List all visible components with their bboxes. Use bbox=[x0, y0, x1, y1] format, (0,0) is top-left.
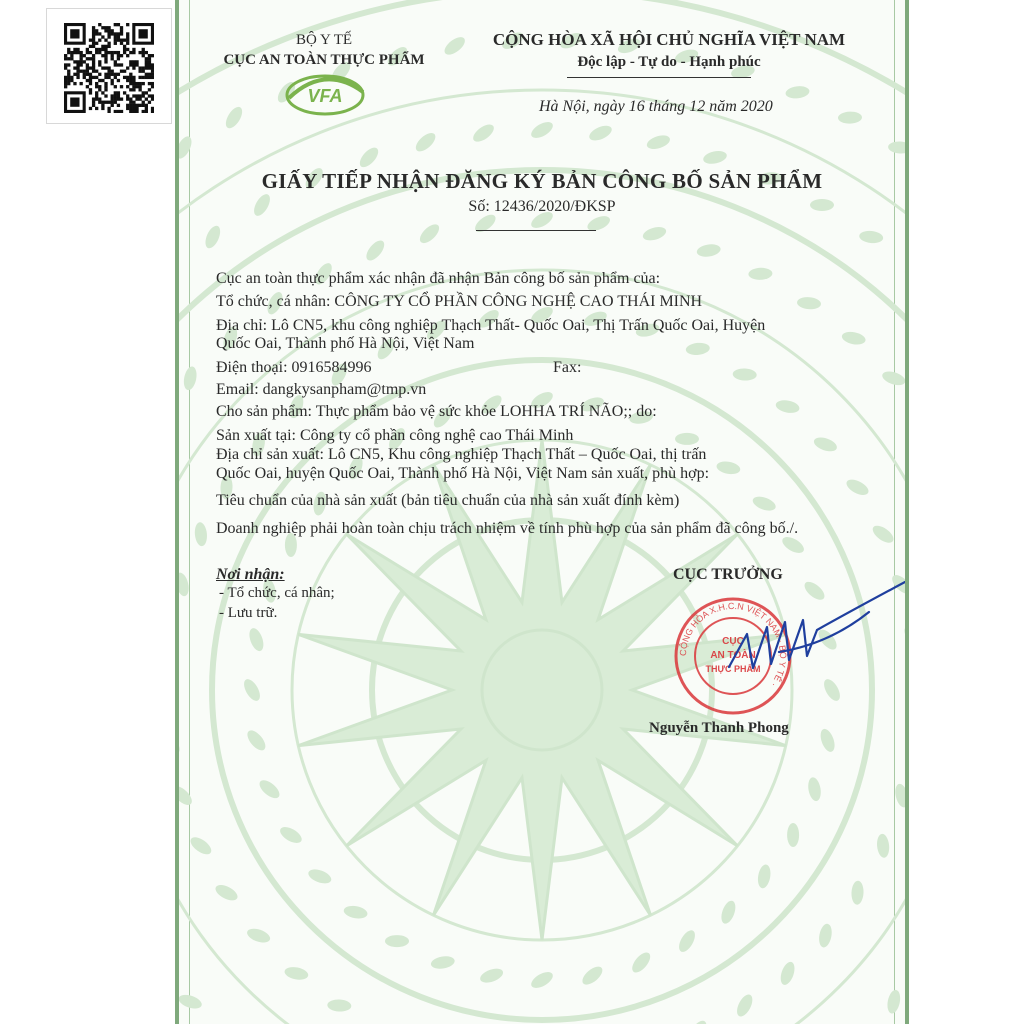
organization-line: Tổ chức, cá nhân: CÔNG TY CỔ PHẦN CÔNG NGHỆ CAO THÁI MINH bbox=[216, 293, 703, 310]
handwritten-signature-icon bbox=[719, 572, 909, 692]
issuing-agency-header bbox=[209, 30, 439, 70]
intro-line: Cục an toàn thực phẩm xác nhận đã nhận Bản công bố sản phẩm của: bbox=[216, 270, 661, 287]
svg-text:VFA: VFA bbox=[307, 86, 343, 106]
agency-name: CỤC AN TOÀN THỰC PHẨM bbox=[223, 52, 425, 68]
certificate-paper bbox=[175, 0, 909, 1024]
svg-text:AN TOÀN: AN TOÀN bbox=[710, 650, 756, 661]
factory-address-line-1: Địa chỉ sản xuất: Lô CN5, Khu công nghiệp Thạch Thất – Quốc Oai, thị trấn bbox=[216, 446, 707, 463]
national-header bbox=[469, 29, 869, 73]
standard-line: Tiêu chuẩn của nhà sản xuất (bản tiêu chuẩn của nhà sản xuất đính kèm) bbox=[216, 492, 680, 509]
number-underline bbox=[476, 230, 596, 231]
product-line: Cho sản phẩm: Thực phẩm bảo vệ sức khỏe LOHHA TRÍ NÃO;; do: bbox=[216, 403, 657, 420]
recipients-title: Nơi nhận: bbox=[216, 566, 285, 583]
bronze-drum-watermark bbox=[179, 0, 905, 1024]
svg-text:CỘNG HÒA X.H.C.N VIỆT NAM · BỘ: CỘNG HÒA X.H.C.N VIỆT NAM · BỘ Y TẾ · bbox=[677, 600, 789, 689]
ministry-name: BỘ Y TẾ bbox=[295, 32, 353, 48]
national-motto: Độc lập - Tự do - Hạnh phúc bbox=[577, 54, 761, 70]
document-number: Số: 12436/2020/ĐKSP bbox=[468, 198, 616, 215]
signer-name: Nguyễn Thanh Phong bbox=[649, 720, 789, 736]
fax-line: Fax: bbox=[553, 359, 582, 376]
document-title: GIẤY TIẾP NHẬN ĐĂNG KÝ BẢN CÔNG BỐ SẢN PHẨM bbox=[261, 169, 823, 193]
svg-text:THỰC PHẨM: THỰC PHẨM bbox=[705, 664, 761, 674]
issue-date: Hà Nội, ngày 16 tháng 12 năm 2020 bbox=[539, 98, 773, 115]
email-line: Email: dangkysanpham@tmp.vn bbox=[216, 381, 427, 398]
responsibility-line: Doanh nghiệp phải hoàn toàn chịu trách nhiệm về tính phù hợp của sản phẩm đã công bố./. bbox=[216, 520, 799, 537]
qr-code-icon bbox=[64, 23, 154, 113]
factory-address-line-2: Quốc Oai, huyện Quốc Oai, Thành phố Hà Nội, Việt Nam sản xuất, phù hợp: bbox=[216, 465, 710, 482]
recipient-item: - Lưu trữ. bbox=[219, 605, 278, 621]
svg-text:CỤC: CỤC bbox=[722, 636, 744, 647]
address-line-1: Địa chỉ: Lô CN5, khu công nghiệp Thạch Thất- Quốc Oai, Thị Trấn Quốc Oai, Huyện bbox=[216, 317, 766, 334]
vfa-logo-icon bbox=[279, 68, 371, 118]
signer-position: CỤC TRƯỞNG bbox=[673, 566, 783, 583]
phone-line: Điện thoại: 0916584996 bbox=[216, 359, 372, 376]
address-line-2: Quốc Oai, Thành phố Hà Nội, Việt Nam bbox=[216, 335, 475, 352]
manufacturer-line: Sản xuất tại: Công ty cổ phần công nghệ cao Thái Minh bbox=[216, 427, 574, 444]
motto-underline bbox=[567, 77, 751, 78]
recipient-item: - Tổ chức, cá nhân; bbox=[219, 585, 335, 601]
nation-name: CỘNG HÒA XÃ HỘI CHỦ NGHĨA VIỆT NAM bbox=[492, 30, 846, 49]
qr-code-box bbox=[46, 8, 172, 124]
